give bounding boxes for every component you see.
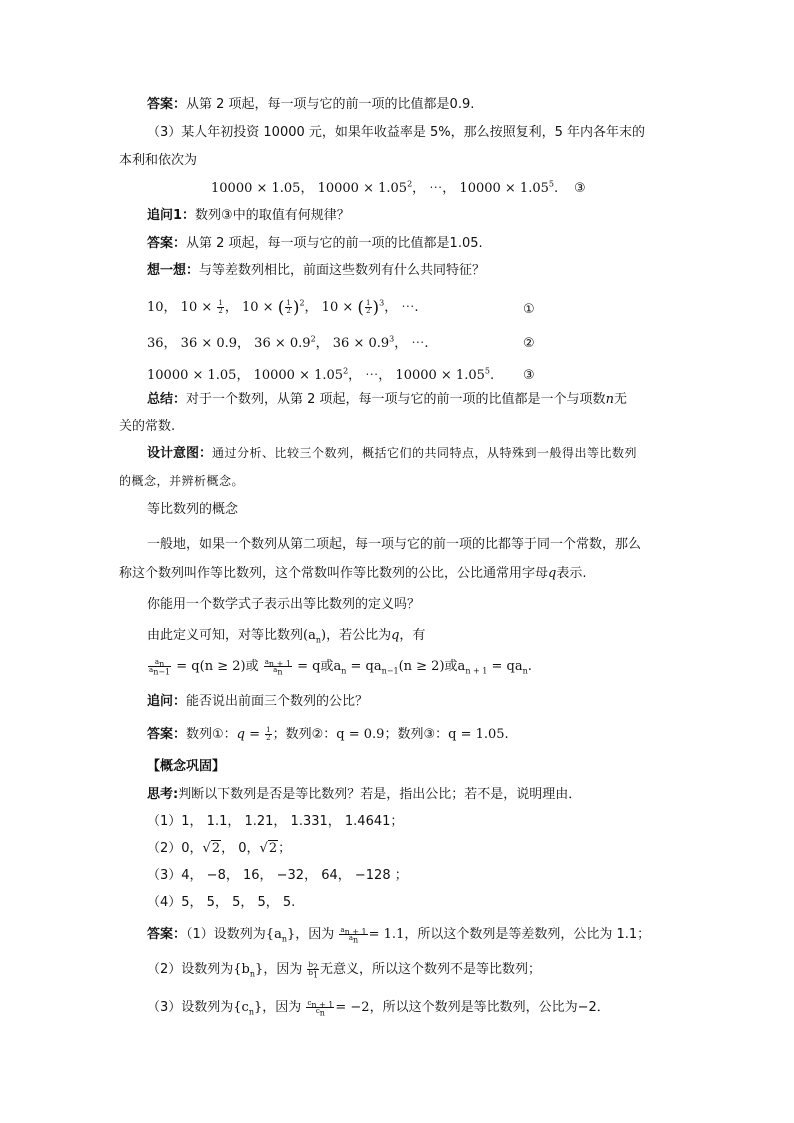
fraction-one-half: $\frac{1}{2}$ <box>266 726 271 742</box>
exercise-item-1: （1）1， 1.1， 1.21， 1.331， 1.4641； <box>147 814 404 829</box>
ratio-fraction: $\frac{a_{n + 1}}{a_n}$ <box>340 926 367 945</box>
answer-item-1: 答案：（1）设数列为$\{a_n\}$，因为 $\frac{a_{n + 1}}{a_n}$ = 1.1，所以这个数列是等差数列，公比为 1.1； <box>147 926 651 945</box>
think-exercise: 思考:判断以下数列是否是等比数列？若是，指出公比；若不是，说明理由． <box>147 787 582 802</box>
answer-ratios: 答案：数列①：q = $\frac{1}{2}$ ；数列②：q = 0.9；数列③：q = 1.05. <box>147 726 509 742</box>
exercise-item-4: （4）5， 5， 5， 5， 5. <box>147 895 296 910</box>
think-prompt: 想一想：与等差数列相比，前面这些数列有什么共同特征？ <box>147 263 486 278</box>
followup-question-1: 追问1：数列③中的取值有何规律？ <box>147 208 350 223</box>
summary: 总结：对于一个数列，从第 2 项起，每一项与它的前一项的比值都是一个与项数n无 <box>147 392 627 407</box>
ratio-fraction: $\frac{c_{n + 1}}{c_n}$ <box>307 999 334 1018</box>
answer-line-2: 答案：从第 2 项起，每一项与它的前一项的比值都是1.05. <box>147 236 483 251</box>
sequence-2: 36， 36 × 0.9， $36 \times 0.9^2$， $36 \times 0.9^3$， ⋯. <box>147 334 429 351</box>
sequence-1: 10， 10 × $\frac{1}{2}$ ， 10 × ( $\frac{1}{2}$ )$^2$， 10 × ( $\frac{1}{2}$ )$^3$， ⋯. <box>147 298 419 318</box>
summary-cont: 关的常数. <box>119 419 176 434</box>
definition-line-2: 称这个数列叫作等比数列，这个常数叫作等比数列的公比，公比通常用字母q表示. <box>119 566 587 581</box>
problem-3-cont: 本利和依次为 <box>119 153 198 168</box>
sequence-3: 10000 × 1.05， $10000 \times 1.05^2$， ⋯， $10000 \times 1.05^5$. <box>147 366 495 383</box>
ratio-fraction: $\frac{b_2}{b_1}$ <box>308 961 319 980</box>
fraction-one-half: $\frac{1}{2}$ <box>286 299 291 315</box>
equation-number: ③ <box>523 368 535 383</box>
followup-question-2: 追问：能否说出前面三个数列的公比？ <box>147 694 369 709</box>
fraction-one-half: $\frac{1}{2}$ <box>366 299 371 315</box>
definition-line-1: 一般地，如果一个数列从第二项起，每一项与它的前一项的比都等于同一个常数，那么 <box>147 537 642 552</box>
problem-3-line: （3）某人年初投资 10000 元，如果年收益率是 5%，那么按照复利，5 年内各年末的 <box>147 125 646 140</box>
consolidation-heading: 【概念巩固】 <box>147 759 226 774</box>
exercise-item-2: （2）0，√2， 0，√2； <box>147 841 292 856</box>
equation-number: ① <box>523 302 535 317</box>
design-intent: 设计意图：通过分析、比较三个数列，概括它们的共同特点，从特殊到一般得出等比数列 <box>147 446 638 461</box>
definition-formula: $\frac{a_n}{a_{n-1}}$ = q(n ≥ 2)或 $\frac{a_{n + 1}}{a_n}$ = q或$a_n = qa_{n-1}(n \ge 2)$或$a_{n + 1} = qa_n$. <box>149 658 532 677</box>
definition-derivation: 由此定义可知，对等比数列$(a_n)$，若公比为q，有 <box>147 628 426 645</box>
answer-item-3: （3）设数列为$\{c_n\}$，因为 $\frac{c_{n + 1}}{c_n}$ = −2，所以这个数列是等比数列，公比为−2． <box>147 999 610 1018</box>
ratio-fraction: $\frac{a_n}{a_{n-1}}$ <box>149 658 171 677</box>
section-heading: 等比数列的概念 <box>147 502 239 517</box>
equation-number: ② <box>523 336 535 351</box>
equation-number: ③ <box>574 181 586 196</box>
question-formula: 你能用一个数学式子表示出等比数列的定义吗？ <box>147 597 421 612</box>
exercise-item-3: （3）4， −8， 16， −32， 64， −128 ； <box>147 868 408 883</box>
answer-item-2: （2）设数列为$\{b_n\}$，因为 $\frac{b_2}{b_1}$ 无意义，所以这个数列不是等比数列； <box>147 961 542 980</box>
answer-line-1: 答案：从第 2 项起，每一项与它的前一项的比值都是0.9. <box>147 97 475 112</box>
ratio-fraction: $\frac{a_{n + 1}}{a_n}$ <box>264 658 291 677</box>
design-intent-cont: 的概念，并辨析概念。 <box>119 474 245 488</box>
sequence-3-display: 10000 × 1.05， $10000 \times 1.05^2$， ⋯， $10000 \times 1.05^5$. <box>211 179 559 196</box>
fraction-one-half: $\frac{1}{2}$ <box>218 299 223 315</box>
